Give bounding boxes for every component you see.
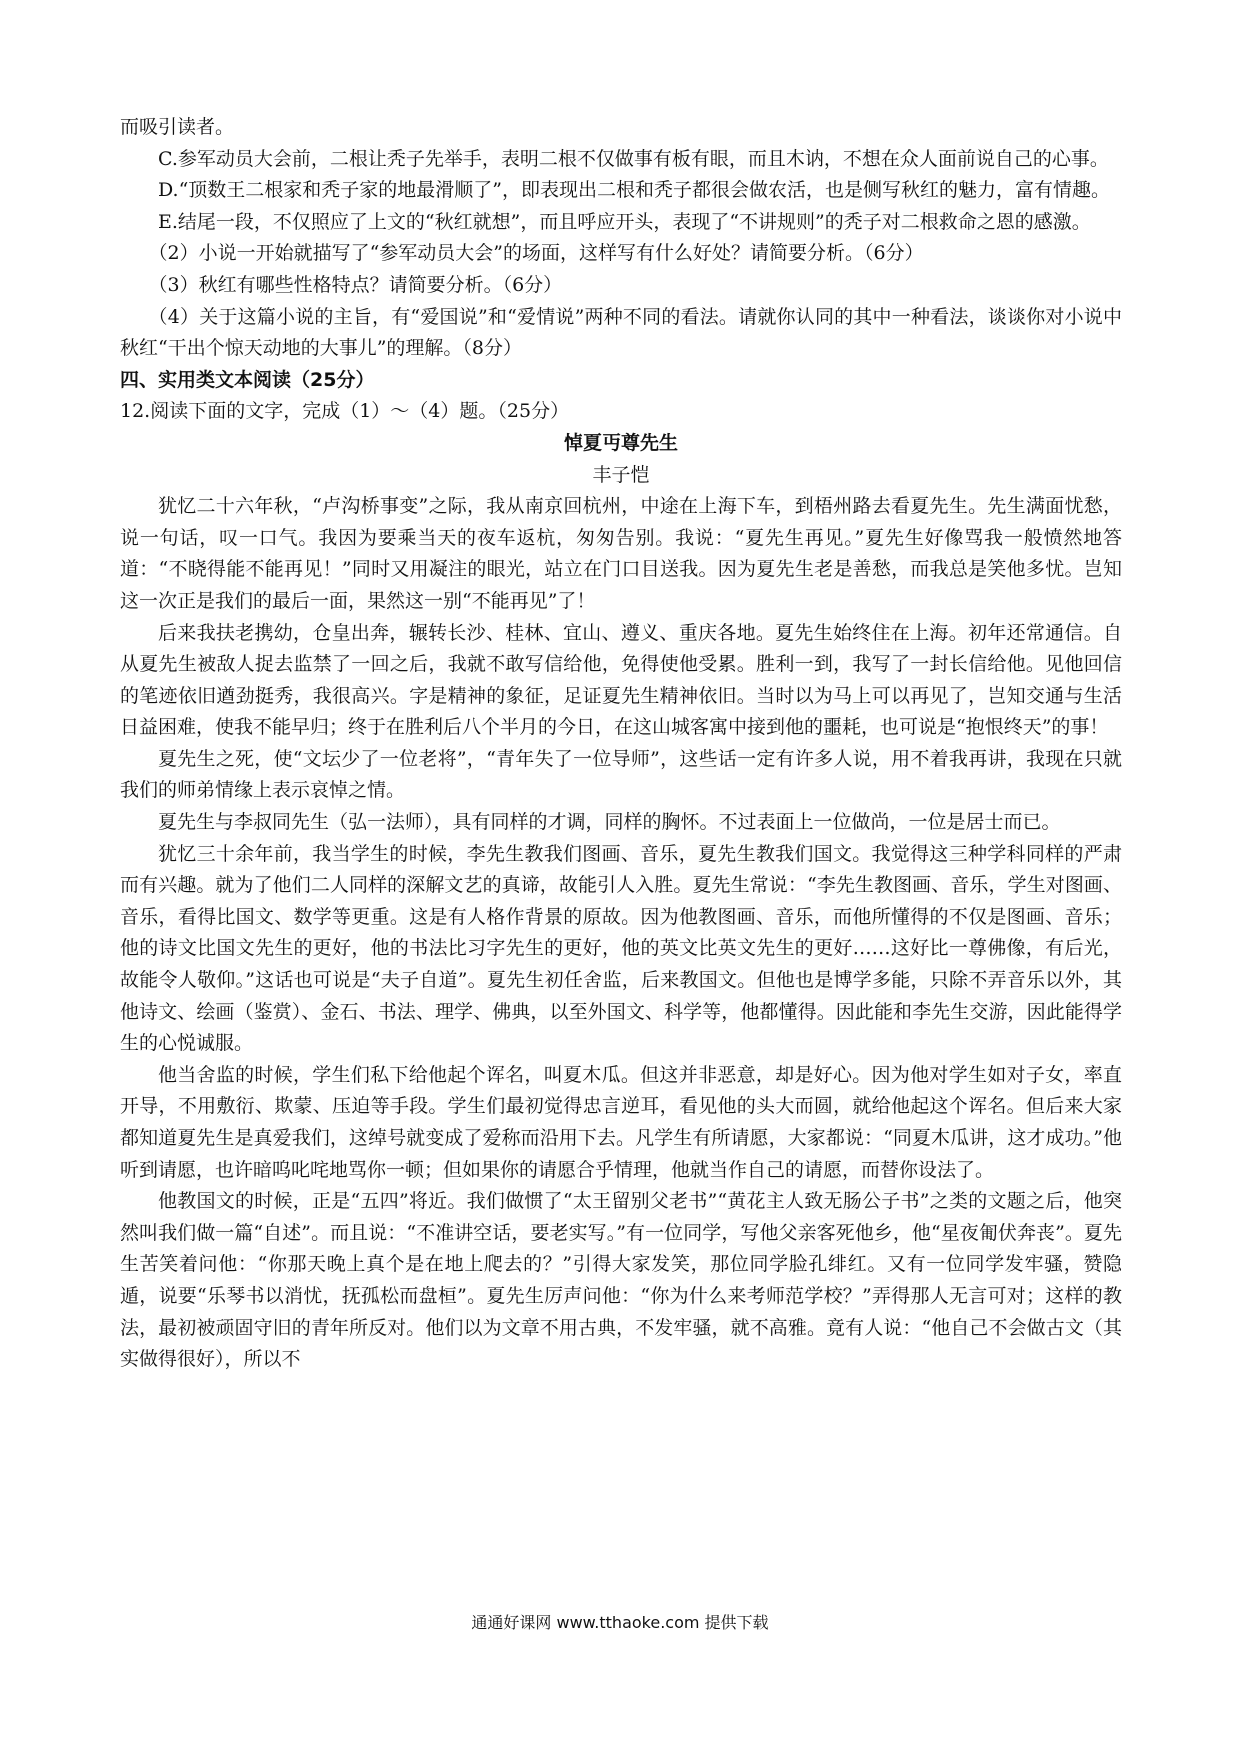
paragraph-plain: 12.阅读下面的文字，完成（1）～（4）题。（25分） bbox=[120, 400, 570, 423]
paragraph-q-indent: （2）小说一开始就描写了“参军动员大会”的场面，这样写有什么好处？请简要分析。（6分） bbox=[148, 242, 924, 265]
paragraph-plain: 而吸引读者。 bbox=[120, 116, 235, 138]
paragraph-indent: 夏先生与李叔同先生（弘一法师），具有同样的才调，同样的胸怀。不过表面上一位做尚，一位是居士而已。 bbox=[158, 811, 1061, 834]
page-footer: 通通好课网 www.tthaoke.com 提供下载 bbox=[471, 1613, 769, 1632]
paragraph-indent: 后来我扶老携幼，仓皇出奔，辗转长沙、桂林、宜山、遵义、重庆各地。夏先生始终住在上海。初年还常通信。自从夏先生被敌人捉去监禁了一回之后，我就不敢写信给他，免得使他受累。胜利一到，我写了一封长信给他。见他回信的笔迹依旧遒劲挺秀，我很高兴。字是精神的象征，足证夏先生精神依旧。当时以为马上可以再见了，岂知交通与生活日益困难，使我不能早归；终于在胜利后八个半月的今日，在这山城客寓中接到他的噩耗，也可说是“抱恨终天”的事！ bbox=[120, 621, 1122, 739]
paragraph-indent: D.“顶数王二根家和秃子家的地最滑顺了”，即表现出二根和秃子都很会做农活，也是侧写秋红的魅力，富有情趣。 bbox=[158, 179, 1111, 202]
paragraph-indent: 他当舍监的时候，学生们私下给他起个诨名，叫夏木瓜。但这并非恶意，却是好心。因为他对学生如对子女，率直开导，不用敷衍、欺蒙、压迫等手段。学生们最初觉得忠言逆耳，看见他的头大而圆，就给他起这个诨名。但后来大家都知道夏先生是真爱我们，这绰号就变成了爱称而沿用下去。凡学生有所请愿，大家都说：“同夏木瓜讲，这才成功。”他听到请愿，也许暗呜叱咤地骂你一顿；但如果你的请愿合乎情理，他就当作自己的请愿，而替你设法了。 bbox=[120, 1063, 1122, 1181]
paragraph-heading: 四、实用类文本阅读（25分） bbox=[120, 368, 375, 391]
paragraph-indent: 犹忆二十六年秋，“卢沟桥事变”之际，我从南京回杭州，中途在上海下车，到梧州路去看夏先生。先生满面忧愁，说一句话，叹一口气。我因为要乘当天的夜车返杭，匆匆告别。我说：“夏先生再见。”夏先生好像骂我一般愤然地答道：“不晓得能不能再见！”同时又用凝注的眼光，站立在门口目送我。因为夏先生老是善愁，而我总是笑他多忧。岂知这一次正是我们的最后一面，果然这一别“不能再见”了！ bbox=[120, 495, 1122, 612]
document-body bbox=[120, 112, 1122, 1376]
paragraph-indent: E.结尾一段，不仅照应了上文的“秋红就想”，而且呼应开头，表现了“不讲规则”的秃子对二根救命之恩的感激。 bbox=[158, 210, 1091, 233]
paragraph-q-indent: （3）秋红有哪些性格特点？请简要分析。（6分） bbox=[148, 273, 563, 296]
paragraph-author: 丰子恺 bbox=[592, 463, 650, 486]
paragraph-title: 悼夏丏尊先生 bbox=[563, 431, 678, 454]
paragraph-indent: C.参军动员大会前，二根让秃子先举手，表明二根不仅做事有板有眼，而且木讷，不想在众人面前说自己的心事。 bbox=[158, 147, 1109, 170]
paragraph-indent: 他教国文的时候，正是“五四”将近。我们做惯了“太王留别父老书”“黄花主人致无肠公子书”之类的文题之后，他突然叫我们做一篇“自述”。而且说：“不准讲空话，要老实写。”有一位同学，写他父亲客死他乡，他“星夜匍伏奔丧”。夏先生苦笑着问他：“你那天晚上真个是在地上爬去的？”引得大家发笑，那位同学脸孔绯红。又有一位同学发牢骚，赞隐遁，说要“乐琴书以消忧，抚孤松而盘桓”。夏先生厉声问他：“你为什么来考师范学校？”弄得那人无言可对；这样的教法，最初被顽固守旧的青年所反对。他们以为文章不用古典，不发牢骚，就不高雅。竟有人说：“他自己不会做古文（其实做得很好），所以不 bbox=[120, 1190, 1122, 1371]
paragraph-indent: 犹忆三十余年前，我当学生的时候，李先生教我们图画、音乐，夏先生教我们国文。我觉得这三种学科同样的严肃而有兴趣。就为了他们二人同样的深解文艺的真谛，故能引人入胜。夏先生常说：“李先生教图画、音乐，学生对图画、音乐，看得比国文、数学等更重。这是有人格作背景的原故。因为他教图画、音乐，而他所懂得的不仅是图画、音乐；他的诗文比国文先生的更好，他的书法比习字先生的更好，他的英文比英文先生的更好……这好比一尊佛像，有后光，故能令人敬仰。”这话也可说是“夫子自道”。夏先生初任舍监，后来教国文。但他也是博学多能，只除不弄音乐以外，其他诗文、绘画（鉴赏）、金石、书法、理学、佛典，以至外国文、科学等，他都懂得。因此能和李先生交游，因此能得学生的心悦诚服。 bbox=[120, 842, 1122, 1055]
paragraph-q-indent: （4）关于这篇小说的主旨，有“爱国说”和“爱情说”两种不同的看法。请就你认同的其中一种看法，谈谈你对小说中秋红“干出个惊天动地的大事儿”的理解。（8分） bbox=[120, 305, 1122, 360]
paragraph-indent: 夏先生之死，使“文坛少了一位老将”，“青年失了一位导师”，这些话一定有许多人说，用不着我再讲，我现在只就我们的师弟情缘上表示哀悼之情。 bbox=[120, 747, 1122, 802]
